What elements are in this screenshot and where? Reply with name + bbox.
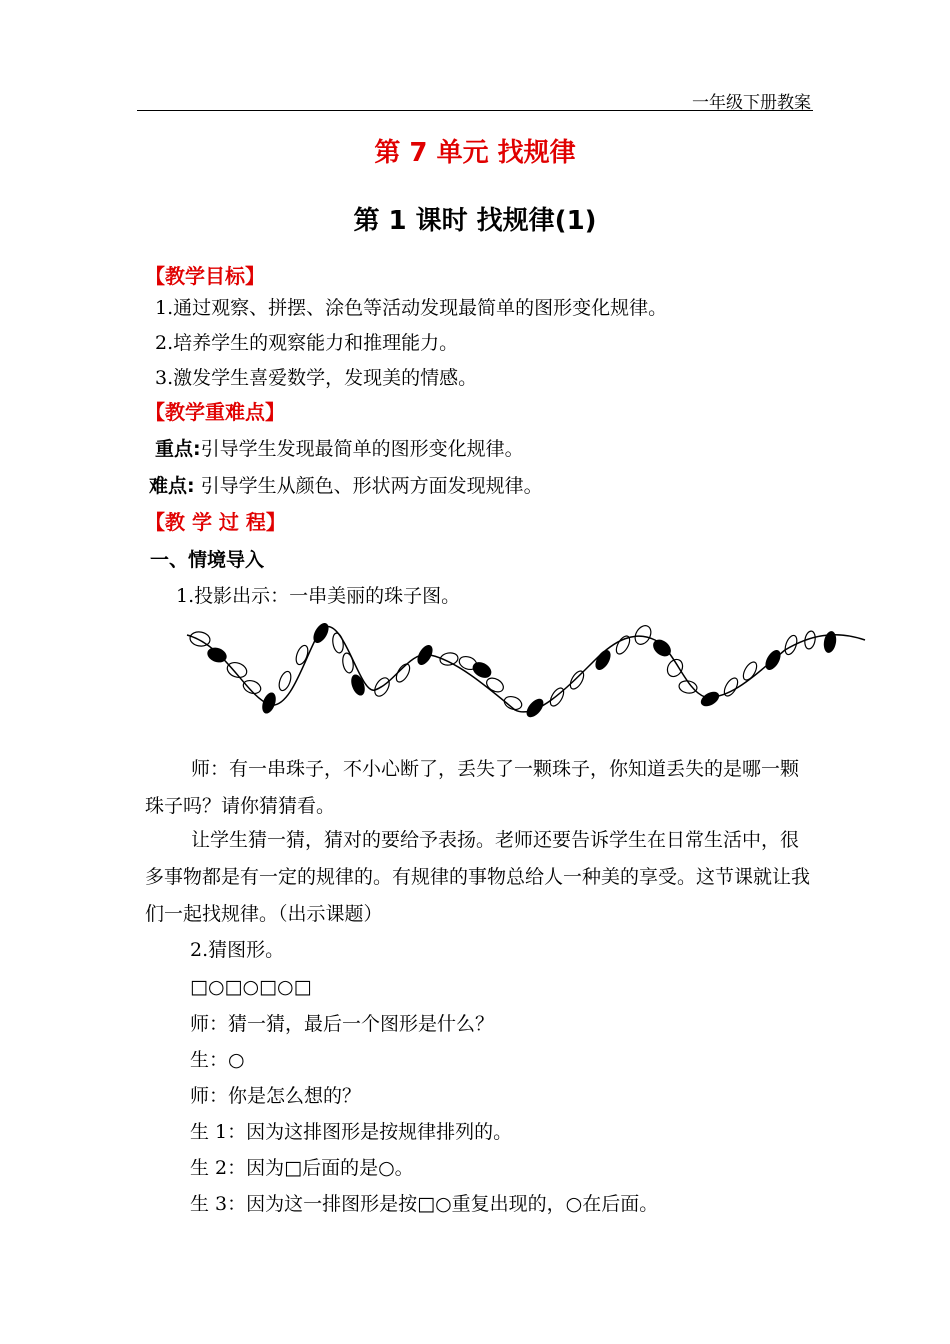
header-text: 一年级下册教案 [692,93,811,113]
key-point-line [155,437,524,461]
dialog-line-1: 师：猜一猜，最后一个图形是什么？ [190,1013,495,1035]
difficulty-line [149,474,543,498]
unit-title: 第 7 单元 找规律 [374,138,576,168]
dialog-line-2: 生：○ [190,1049,245,1071]
objective-2: 2.培养学生的观察能力和推理能力。 [155,332,459,354]
step-2: 2.猜图形。 [190,939,285,961]
key-point-text: 引导学生发现最简单的图形变化规律。 [200,438,524,460]
bead-string-image [185,615,870,725]
dialog-line-3: 师：你是怎么想的？ [190,1085,362,1107]
paragraph-teacher-beads: 师：有一串珠子，不小心断了，丢失了一颗珠子，你知道丢失的是哪一颗珠子吗？请你猜猜看。 [145,758,800,817]
section-1-title: 一、情境导入 [150,549,265,571]
key-point-label: 重点: [155,438,201,460]
shape-sequence: □○□○□○□ [190,976,312,998]
paragraph-guess-praise: 让学生猜一猜，猜对的要给予表扬。老师还要告诉学生在日常生活中，很多事物都是有一定的规律的。有规律的事物总给人一种美的享受。这节课就让我们一起找规律。（出示课题） [145,829,811,925]
key-points-heading: 【教学重难点】 [145,400,285,424]
difficulty-text: 引导学生从颜色、形状两方面发现规律。 [200,475,543,497]
objective-3: 3.激发学生喜爱数学，发现美的情感。 [155,367,478,389]
dialog-line-6: 生 3：因为这一排图形是按□○重复出现的，○在后面。 [190,1193,659,1215]
step-1: 1.投影出示：一串美丽的珠子图。 [176,585,461,607]
dialog-line-5: 生 2：因为□后面的是○。 [190,1157,414,1179]
dialog-line-4: 生 1：因为这排图形是按规律排列的。 [190,1121,513,1143]
process-heading: 【教 学 过 程】 [145,510,286,534]
lesson-title: 第 1 课时 找规律(1) [353,206,597,236]
objectives-heading: 【教学目标】 [145,264,265,288]
difficulty-label: 难点: [149,475,195,497]
objective-1: 1.通过观察、拼摆、涂色等活动发现最简单的图形变化规律。 [155,297,668,319]
page-header [137,88,813,111]
